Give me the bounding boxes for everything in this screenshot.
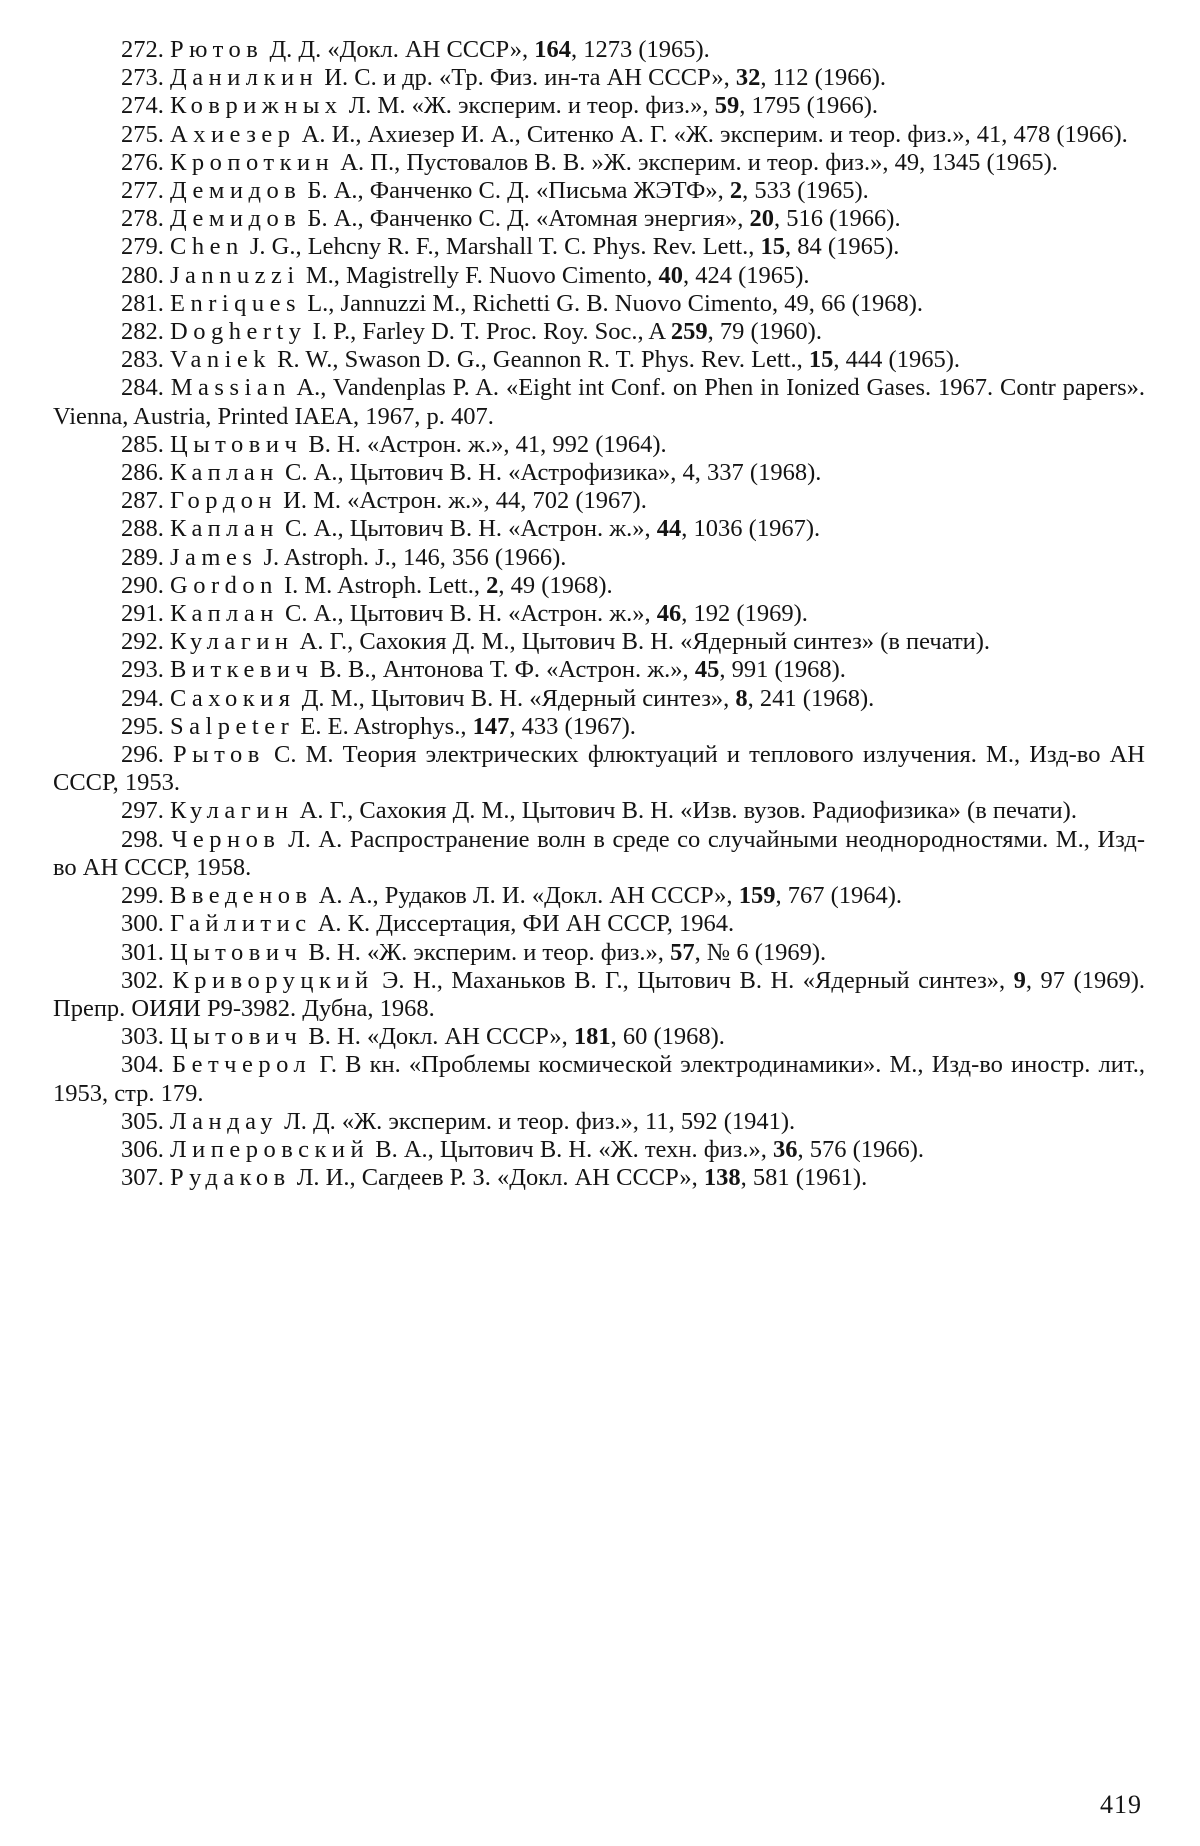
reference-number: 298.: [121, 825, 164, 853]
reference-item: [53, 741, 1145, 797]
reference-author: Gordon: [170, 571, 278, 599]
reference-details: В. Н. «Докл. АН СССР», 181, 60 (1968).: [302, 1023, 725, 1051]
reference-number: 277.: [121, 177, 164, 205]
reference-item: [53, 826, 1145, 882]
reference-author: Massian: [170, 374, 291, 402]
reference-item: [53, 910, 1145, 938]
reference-item: [53, 374, 1145, 430]
reference-details: Э. Н., Маханьков В. Г., Цытович В. Н. «Ядерный синтез», 9, 97 (1969). Препр. ОИЯИ Р9-3982. Дубна, 1968.: [53, 966, 1145, 1022]
reference-author: Коврижных: [170, 92, 343, 120]
reference-number: 304.: [121, 1051, 164, 1079]
reference-item: [53, 1164, 1145, 1192]
reference-details: И. С. и др. «Тр. Физ. ин-та АН СССР», 32, 112 (1966).: [318, 64, 887, 92]
reference-number: 287.: [121, 487, 164, 515]
reference-item: [53, 515, 1145, 543]
reference-author: Гордон: [170, 487, 278, 515]
reference-item: [53, 233, 1145, 261]
reference-number: 273.: [121, 64, 164, 92]
reference-item: [53, 64, 1145, 92]
reference-details: Л. М. «Ж. эксперим. и теор. физ.», 59, 1795 (1966).: [342, 92, 879, 120]
reference-item: [53, 1051, 1145, 1107]
reference-author: Salpeter: [170, 712, 295, 740]
reference-details: А. К. Диссертация, ФИ АН СССР, 1964.: [311, 910, 735, 938]
reference-number: 283.: [121, 346, 164, 374]
reference-author: Демидов: [170, 177, 302, 205]
reference-details: Д. Д. «Докл. АН СССР», 164, 1273 (1965).: [263, 36, 710, 63]
reference-author: Vaniek: [170, 346, 272, 374]
reference-author: Чернов: [171, 825, 281, 853]
reference-details: R. W., Swason D. G., Geannon R. T. Phys. Rev. Lett., 15, 444 (1965).: [271, 346, 960, 374]
reference-details: Г. В кн. «Проблемы космической электродинамики». М., Изд-во иностр. лит., 1953, стр. 179.: [53, 1051, 1145, 1107]
reference-details: I. P., Farley D. T. Proc. Roy. Soc., A 259, 79 (1960).: [306, 318, 822, 346]
reference-number: 289.: [121, 543, 164, 571]
reference-details: А. Г., Сахокия Д. М., Цытович В. Н. «Ядерный синтез» (в печати).: [293, 628, 991, 656]
reference-author: Виткевич: [170, 656, 314, 684]
reference-item: [53, 656, 1145, 684]
reference-details: J. G., Lehcny R. F., Marshall T. C. Phys. Rev. Lett., 15, 84 (1965).: [243, 233, 900, 261]
reference-number: 284.: [121, 374, 164, 402]
reference-item: [53, 487, 1145, 515]
reference-number: 297.: [121, 797, 164, 825]
reference-number: 299.: [121, 882, 164, 910]
reference-author: Ландау: [170, 1107, 278, 1135]
reference-author: Рютов: [170, 36, 264, 63]
reference-author: Ахиезер: [170, 120, 296, 148]
reference-number: 305.: [121, 1107, 164, 1135]
reference-item: [53, 262, 1145, 290]
reference-details: Л. А. Распространение волн в среде со случайными неоднородностями. М., Изд-во АН СССР, 1958.: [53, 825, 1146, 881]
reference-number: 288.: [121, 515, 164, 543]
reference-item: [53, 544, 1145, 572]
reference-author: Сахокия: [170, 684, 296, 712]
reference-number: 282.: [121, 318, 164, 346]
reference-author: Рытов: [173, 741, 265, 769]
reference-details: M., Magistrelly F. Nuovo Cimento, 40, 424 (1965).: [299, 261, 810, 289]
reference-number: 303.: [121, 1023, 164, 1051]
reference-author: Данилкин: [170, 64, 319, 92]
reference-item: [53, 149, 1145, 177]
reference-details: С. М. Теория электрических флюктуаций и теплового излучения. М., Изд-во АН СССР, 1953.: [53, 741, 1145, 797]
reference-number: 307.: [121, 1164, 164, 1192]
reference-details: Б. А., Фанченко С. Д. «Атомная энергия», 20, 516 (1966).: [301, 205, 901, 233]
reference-number: 293.: [121, 656, 164, 684]
reference-item: [53, 572, 1145, 600]
reference-details: J. Astroph. J., 146, 356 (1966).: [257, 543, 567, 571]
reference-item: [53, 290, 1145, 318]
reference-details: E. E. Astrophys., 147, 433 (1967).: [294, 712, 636, 740]
reference-number: 291.: [121, 600, 164, 628]
reference-author: Гайлитис: [170, 910, 312, 938]
reference-item: [53, 600, 1145, 628]
reference-author: Цытович: [170, 1023, 303, 1051]
reference-number: 295.: [121, 712, 164, 740]
reference-details: А. А., Рудаков Л. И. «Докл. АН СССР», 159, 767 (1964).: [312, 882, 903, 910]
reference-number: 281.: [121, 289, 164, 317]
reference-author: Демидов: [170, 205, 302, 233]
reference-list: [53, 36, 1145, 1192]
reference-item: [53, 121, 1145, 149]
reference-details: В. В., Антонова Т. Ф. «Астрон. ж.», 45, 991 (1968).: [313, 656, 846, 684]
reference-author: Jannuzzi: [170, 261, 300, 289]
reference-author: Цытович: [170, 430, 303, 458]
reference-author: Цытович: [170, 938, 303, 966]
reference-details: В. Н. «Ж. эксперим. и теор. физ.», 57, № 6 (1969).: [302, 938, 827, 966]
reference-number: 290.: [121, 571, 164, 599]
reference-author: Введенов: [170, 882, 313, 910]
reference-item: [53, 797, 1145, 825]
reference-item: [53, 459, 1145, 487]
reference-item: [53, 1108, 1145, 1136]
reference-number: 286.: [121, 459, 164, 487]
reference-number: 274.: [121, 92, 164, 120]
reference-details: Д. М., Цытович В. Н. «Ядерный синтез», 8, 241 (1968).: [295, 684, 875, 712]
reference-author: Криворуцкий: [172, 966, 374, 994]
reference-details: Л. И., Сагдеев Р. З. «Докл. АН СССР», 138, 581 (1961).: [290, 1164, 868, 1192]
reference-details: И. М. «Астрон. ж.», 44, 702 (1967).: [277, 487, 647, 515]
reference-details: A., Vandenplas P. A. «Eight int Conf. on Phen in Ionized Gases. 1967. Contr papers». Vienna, Austria, Printed IAEA, 1967, p. 407.: [53, 374, 1145, 430]
reference-number: 294.: [121, 684, 164, 712]
reference-item: [53, 318, 1145, 346]
reference-item: [53, 967, 1145, 1023]
page-number: 419: [1100, 1790, 1142, 1819]
reference-details: В. А., Цытович В. Н. «Ж. техн. физ.», 36, 576 (1966).: [369, 1135, 925, 1163]
reference-author: Каплан: [170, 600, 279, 628]
reference-details: Л. Д. «Ж. эксперим. и теор. физ.», 11, 592 (1941).: [277, 1107, 796, 1135]
reference-item: [53, 713, 1145, 741]
reference-item: [53, 1023, 1145, 1051]
reference-author: Бетчерол: [172, 1051, 312, 1079]
reference-details: L., Jannuzzi M., Richetti G. B. Nuovo Cimento, 49, 66 (1968).: [301, 289, 924, 317]
reference-item: [53, 177, 1145, 205]
reference-details: А. П., Пустовалов В. В. »Ж. эксперим. и теор. физ.», 49, 1345 (1965).: [334, 148, 1058, 176]
reference-author: Кропоткин: [170, 148, 335, 176]
reference-author: Кулагин: [170, 797, 294, 825]
reference-author: Кулагин: [170, 628, 294, 656]
reference-details: А. И., Ахиезер И. А., Ситенко А. Г. «Ж. эксперим. и теор. физ.», 41, 478 (1966).: [295, 120, 1128, 148]
reference-author: Липеровский: [170, 1135, 370, 1163]
reference-details: I. M. Astroph. Lett., 2, 49 (1968).: [277, 571, 613, 599]
reference-number: 306.: [121, 1135, 164, 1163]
reference-number: 275.: [121, 120, 164, 148]
reference-number: 285.: [121, 430, 164, 458]
reference-author: Enriques: [170, 289, 302, 317]
reference-item: [53, 205, 1145, 233]
reference-author: Chen: [170, 233, 244, 261]
reference-author: Каплан: [170, 515, 279, 543]
reference-item: [53, 92, 1145, 120]
reference-number: 278.: [121, 205, 164, 233]
reference-details: С. А., Цытович В. Н. «Астрон. ж.», 46, 192 (1969).: [278, 600, 808, 628]
reference-details: С. А., Цытович В. Н. «Астрофизика», 4, 337 (1968).: [278, 459, 822, 487]
reference-author: Каплан: [170, 459, 279, 487]
reference-number: 300.: [121, 910, 164, 938]
reference-number: 302.: [121, 966, 164, 994]
reference-number: 276.: [121, 148, 164, 176]
reference-details: А. Г., Сахокия Д. М., Цытович В. Н. «Изв. вузов. Радиофизика» (в печати).: [293, 797, 1077, 825]
reference-author: Рудаков: [170, 1164, 291, 1192]
reference-item: [53, 628, 1145, 656]
reference-item: [53, 685, 1145, 713]
reference-author: James: [170, 543, 258, 571]
reference-item: [53, 939, 1145, 967]
reference-number: 292.: [121, 628, 164, 656]
reference-details: Б. А., Фанченко С. Д. «Письма ЖЭТФ», 2, 533 (1965).: [301, 177, 869, 205]
reference-item: [53, 431, 1145, 459]
reference-details: В. Н. «Астрон. ж.», 41, 992 (1964).: [302, 430, 667, 458]
reference-number: 279.: [121, 233, 164, 261]
reference-item: [53, 346, 1145, 374]
reference-number: 280.: [121, 261, 164, 289]
reference-number: 272.: [121, 36, 164, 63]
reference-item: [53, 36, 1145, 64]
reference-item: [53, 1136, 1145, 1164]
reference-item: [53, 882, 1145, 910]
reference-author: Dogherty: [170, 318, 307, 346]
reference-number: 301.: [121, 938, 164, 966]
reference-number: 296.: [121, 741, 164, 769]
reference-details: С. А., Цытович В. Н. «Астрон. ж.», 44, 1036 (1967).: [278, 515, 821, 543]
